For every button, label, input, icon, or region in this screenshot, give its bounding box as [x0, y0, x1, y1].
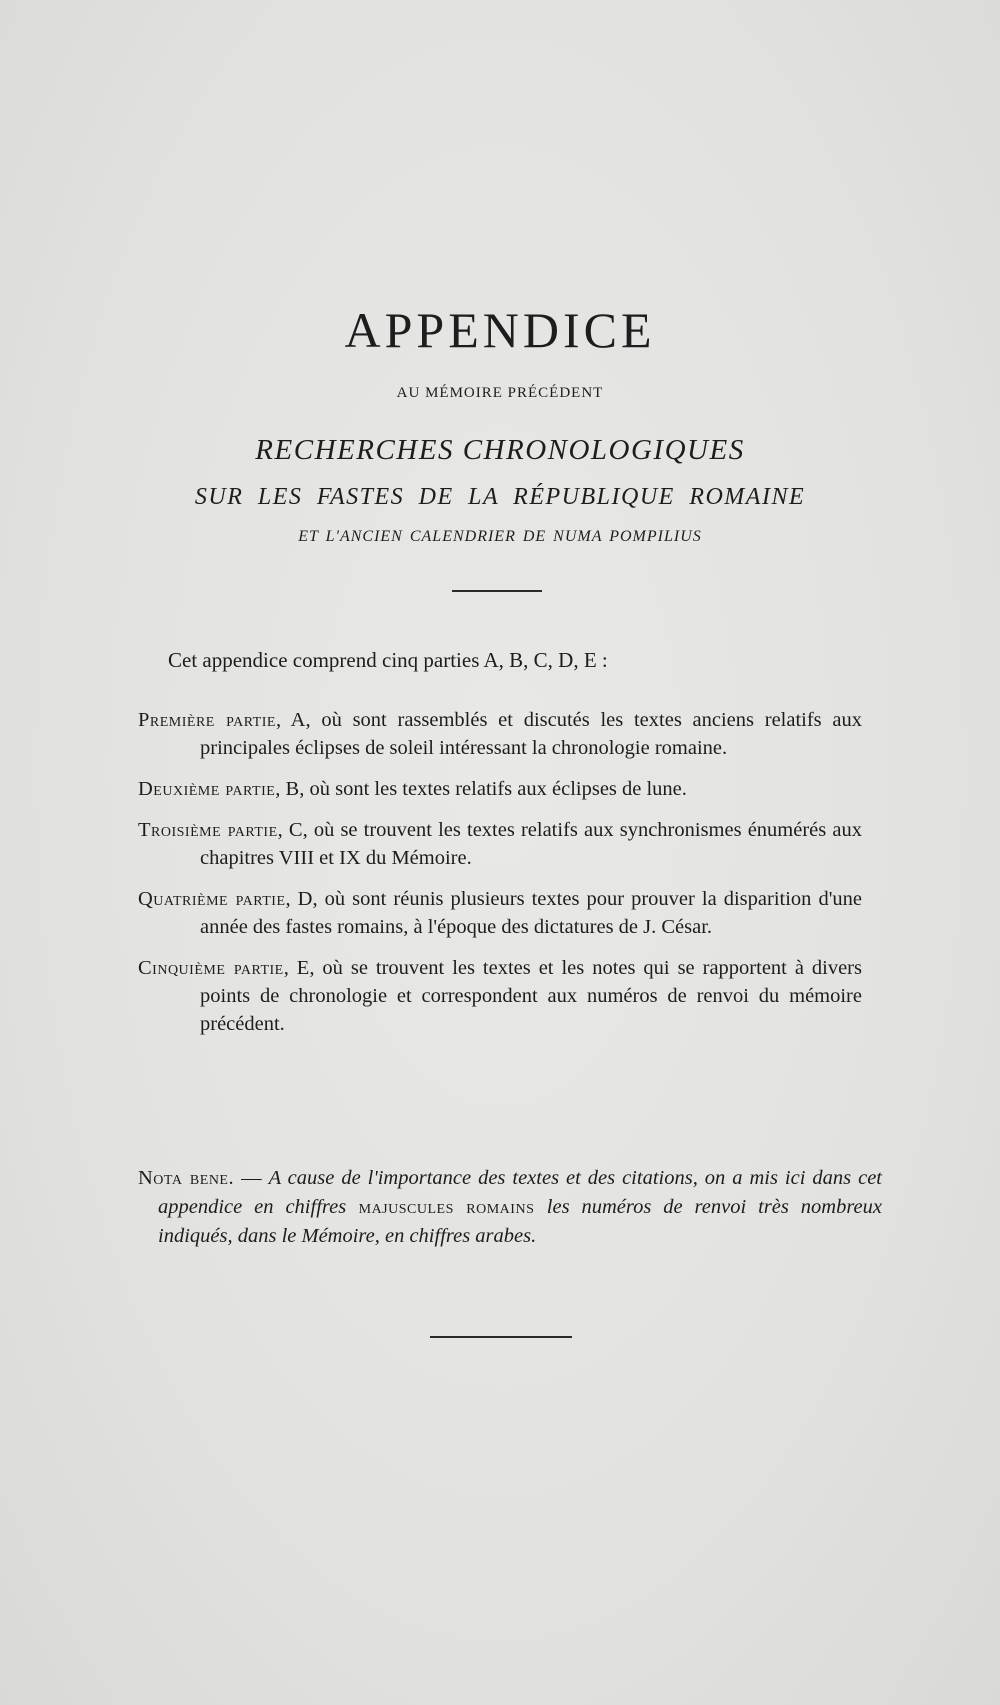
list-item-part-3 — [138, 816, 862, 872]
heading-line-3: ET L'ANCIEN CALENDRIER DE NUMA POMPILIUS — [298, 528, 702, 545]
divider-rule-top — [452, 590, 542, 592]
nota-bene-text-2: les numéros de renvoi très nombreux indiqués, dans le Mémoire, en chiffres arabes. — [158, 1196, 882, 1247]
heading-line-1: RECHERCHES CHRONOLOGIQUES — [255, 434, 745, 466]
page-title: APPENDICE — [344, 302, 656, 358]
part-text: , D, où sont réunis plusieurs textes pour prouver la disparition d'une année des fastes romains, à l'époque des dictatures de J. César. — [200, 888, 862, 938]
part-label: Quatrième partie — [138, 888, 286, 910]
list-item-part-2 — [138, 775, 862, 803]
part-label: Première partie — [138, 709, 276, 731]
nota-bene-text-1: A cause de l'importance des textes et des citations, on a mis ici dans cet appendice en chiffres — [158, 1167, 882, 1218]
list-item-part-4 — [138, 885, 862, 941]
nota-bene-paragraph — [138, 1164, 882, 1251]
intro-paragraph: Cet appendice comprend cinq parties A, B, C, D, E : — [168, 648, 608, 672]
divider-rule-bottom — [430, 1336, 572, 1338]
page-subtitle: AU MÉMOIRE PRÉCÉDENT — [396, 385, 604, 401]
nota-bene-dash: — — [234, 1167, 269, 1189]
nota-bene-label: Nota bene. — [138, 1167, 235, 1189]
heading-line-2: SUR LES FASTES DE LA RÉPUBLIQUE ROMAINE — [194, 484, 806, 510]
part-label: Cinquième partie — [138, 957, 284, 979]
nota-bene-smallcaps: majuscules romains — [346, 1196, 547, 1218]
parts-list — [138, 706, 862, 1051]
part-label: Troisième partie — [138, 819, 278, 841]
list-item-part-5 — [138, 954, 862, 1038]
part-text: , A, où sont rassemblés et discutés les textes anciens relatifs aux principales éclipses de soleil intéressant la chronologie romaine. — [200, 709, 862, 759]
list-item-part-1 — [138, 706, 862, 762]
part-label: Deuxième partie — [138, 778, 276, 800]
part-text: , E, où se trouvent les textes et les notes qui se rapportent à divers points de chronologie et correspondent aux numéros de renvoi du mémoire précédent. — [200, 957, 862, 1035]
part-text: , B, où sont les textes relatifs aux éclipses de lune. — [275, 778, 687, 800]
part-text: , C, où se trouvent les textes relatifs aux synchronismes énumérés aux chapitres VIII et IX du Mémoire. — [200, 819, 862, 869]
